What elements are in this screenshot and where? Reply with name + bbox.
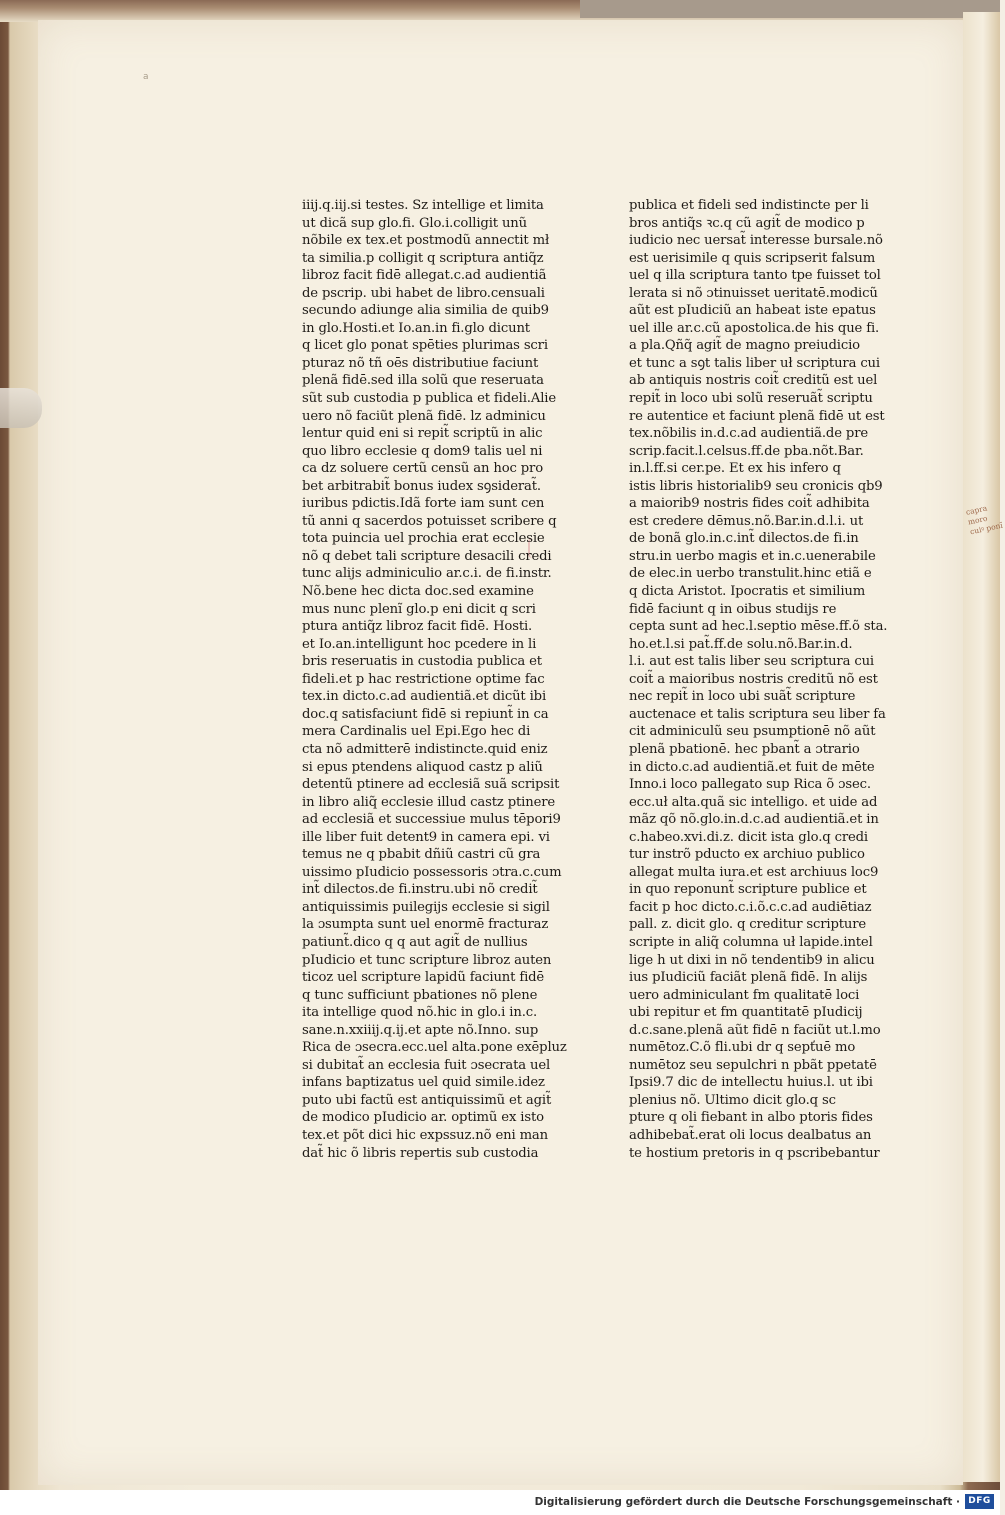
text-line: uel ille ar.c.cũ apostolica.de his que fi. — [629, 320, 880, 336]
text-line: uero nõ faciũt plenã fidē. lz adminicu — [302, 408, 546, 424]
text-line: nec repit̃ in loco ubi suãt̃ scripture — [629, 689, 856, 705]
text-line: allegat multa iura.et est archiuus loc9 — [629, 864, 879, 880]
right-text-column — [629, 197, 888, 1162]
bookmark-clip — [0, 388, 42, 428]
text-line: q licet glo ponat spēties plurimas scri — [302, 338, 548, 354]
text-line: d.c.sane.plenã aũt fidē n faciũt ut.l.mo — [629, 1022, 881, 1038]
text-line: in glo.Hosti.et Io.an.in fi.glo dicunt — [302, 320, 530, 336]
text-line: uel q illa scriptura tanto tpe fuisset tol — [629, 268, 881, 284]
text-line: uero adminiculant fm qualitatē loci — [629, 987, 860, 1003]
text-line: coit̃ a maioribus nostris creditũ nõ est — [629, 671, 878, 687]
text-line: de pscrip. ubi habet de libro.censuali — [302, 285, 545, 301]
text-line: mera Cardinalis uel Epi.Ego hec di — [302, 724, 531, 740]
text-line: secundo adiunge alia similia de quib9 — [302, 303, 549, 319]
text-line: pIudicio et tunc scripture libroz auten — [302, 952, 552, 968]
text-line: plenius nõ. Ultimo dicit glo.q sc — [629, 1092, 836, 1108]
text-line: ad ecclesiã et successiue mulus tēpori9 — [302, 812, 561, 828]
text-line: in quo reponunt̃ scripture publice et — [629, 882, 867, 898]
text-line: ticoz uel scripture lapidũ faciunt fidē — [302, 970, 545, 986]
text-line: lige h ut dixi in nõ tendentib9 in alicu — [629, 952, 875, 968]
text-line: ptura antiq̃z libroz facit fidē. Hosti. — [302, 619, 533, 635]
right-page-edge — [963, 12, 1000, 1482]
text-line: cta nõ admitterē indistincte.quid eniz — [302, 741, 548, 757]
text-line: sane.n.xxiiij.q.ij.et apte nõ.Inno. sup — [302, 1022, 539, 1038]
text-line: re autentice et faciunt plenã fidē ut est — [629, 408, 885, 424]
text-line: cepta sunt ad hec.l.septio mēse.ff.õ sta. — [629, 619, 888, 635]
text-line: pall. z. dicit glo. q creditur scripture — [629, 917, 867, 933]
text-line: nõbile ex tex.et postmodũ annectit mł — [302, 233, 550, 249]
text-line: tunc alijs adminiculio ar.c.i. de fi.instr. — [302, 566, 552, 582]
text-line: infans baptizatus uel quid simile.idez — [302, 1075, 545, 1091]
dfg-logo: DFG — [965, 1494, 994, 1509]
text-line: plenã fidē.sed illa solũ que reseruata — [302, 373, 544, 389]
text-line: istis libris historialib9 seu cronicis qb9 — [629, 478, 883, 494]
text-line: la ɔsumpta sunt uel enormē fracturaz — [302, 917, 549, 933]
marginal-annotation: capra moro cuiꝰ ponĩ — [965, 503, 1004, 537]
text-line: auctenace et talis scriptura seu liber fa — [629, 706, 886, 722]
text-line: sũt sub custodia p publica et fideli.Alie — [302, 391, 557, 407]
text-line: ab antiquis nostris coit̃ creditũ est uel — [629, 373, 878, 389]
text-line: si dubitat̃ an ecclesia fuit ɔsecrata uel — [302, 1057, 551, 1073]
left-text-column — [302, 197, 567, 1162]
text-line: scrip.facit.l.celsus.ff.de pba.nõt.Bar. — [629, 443, 864, 459]
text-line: tota puincia uel prochia erat ecclesie — [302, 531, 545, 547]
text-line: nõ q debet tali scripture desacili credi — [302, 548, 552, 564]
text-line: Nõ.bene hec dicta doc.sed examine — [302, 584, 534, 600]
text-line: in.l.ff.si cer.pe. Et ex his infero q — [629, 461, 841, 477]
text-line: iudicio nec uersat̃ interesse bursale.nõ — [629, 233, 883, 249]
text-line: libroz facit fidē allegat.c.ad audientiã — [302, 268, 547, 284]
text-line: tex.in dicto.c.ad audientiã.et dicũt ibi — [302, 689, 547, 705]
text-line: uissimo pIudicio possessoris ɔtra.c.cum — [302, 864, 562, 880]
text-line: pturaz nõ tñ oēs distributiue faciunt — [302, 355, 539, 371]
text-line: tur instrõ pducto ex archiuo publico — [629, 847, 865, 863]
text-line: numētoz seu sepulchri n pbãt ppetatē — [629, 1057, 877, 1073]
text-line: q tunc sufficiunt pbationes nõ plene — [302, 987, 538, 1003]
text-line: fideli.et p hac restrictione optime fac — [302, 671, 545, 687]
text-line: fidē faciunt q in oibus studijs re — [629, 601, 837, 617]
text-line: quo libro ecclesie q dom9 talis uel ni — [302, 443, 543, 459]
text-line: iuribus pdictis.Idã forte iam sunt cen — [302, 496, 545, 512]
text-line: ca dz soluere certũ censũ an hoc pro — [302, 461, 544, 477]
text-line: scripte in aliq̃ columna uł lapide.intel — [629, 934, 873, 950]
text-line: puto ubi factũ est antiquissimũ et agit̃ — [302, 1092, 552, 1108]
text-line: detentũ ptinere ad ecclesiã suã scripsit — [302, 777, 560, 793]
text-line: q dicta Aristot. Ipocratis et similium — [629, 584, 866, 600]
text-line: ubi repitur et fm quantitatē pIudicij — [629, 1005, 863, 1021]
text-line: lerata si nõ ɔtinuisset ueritatē.modicũ — [629, 285, 878, 301]
text-line: de bonã glo.in.c.int̃ dilectos.de fi.in — [629, 531, 859, 547]
text-line: doc.q satisfaciunt fidē si repiunt̃ in ca — [302, 706, 549, 722]
text-line: ita intellige quod nõ.hic in glo.i in.c. — [302, 1005, 538, 1021]
text-line: Rica de ɔsecra.ecc.uel alta.pone exēpluz — [302, 1040, 567, 1056]
text-line: si epus ptendens aliquod castz p aliũ — [302, 759, 543, 775]
text-line: est credere dēmus.nõ.Bar.in.d.l.i. ut — [629, 513, 864, 529]
text-line: et Io.an.intelligunt hoc pcedere in li — [302, 636, 537, 652]
text-line: de modico pIudicio ar. optimũ ex isto — [302, 1110, 544, 1126]
text-line: Inno.i loco pallegato sup Rica õ ɔsec. — [629, 777, 871, 793]
text-line: numētoz.C.õ fli.ubi dr q sepťuē mo — [629, 1040, 856, 1056]
text-line: et tunc a sꝯt talis liber uł scriptura cui — [629, 355, 880, 371]
text-line: pture q oli fiebant in albo ptoris fides — [629, 1110, 873, 1126]
text-line: in libro aliq̃ ecclesie illud castz ptinere — [302, 794, 556, 810]
text-line: patiunt̃.dico q q aut agit̃ de nullius — [302, 934, 528, 950]
text-line: a maiorib9 nostris fides coit̃ adhibita — [629, 496, 870, 512]
text-line: a pla.Qñq̃ agit̃ de magno preiudicio — [629, 338, 860, 354]
footer-bar — [0, 1490, 1000, 1515]
text-line: de elec.in uerbo transtulit.hinc etiã e — [629, 566, 872, 582]
text-line: ius pIudiciũ faciãt plenã fidē. In alijs — [629, 970, 868, 986]
text-line: ho.et.l.si pat̃.ff.de solu.nõ.Bar.in.d. — [629, 636, 853, 652]
text-line: Ipsi9.7 dic de intellectu huius.l. ut ibi — [629, 1075, 873, 1091]
text-line: aũt est pIudiciũ an habeat iste epatus — [629, 303, 876, 319]
text-line: ecc.uł alta.quã sic intelligo. et uide ad — [629, 794, 878, 810]
book-top-right-edge — [580, 0, 1000, 18]
text-line: tex.et põt dici hic expssuz.nõ eni man — [302, 1127, 548, 1143]
text-line: facit p hoc dicto.c.i.õ.c.c.ad audiētiaz — [629, 899, 872, 915]
text-line: int̃ dilectos.de fi.instru.ubi nõ credit̃ — [302, 882, 538, 898]
text-line: lentur quid eni si repit̃ scriptũ in alic — [302, 426, 543, 442]
text-line: ille liber fuit detent9 in camera epi. vi — [302, 829, 550, 845]
text-line: bris reseruatis in custodia publica et — [302, 654, 542, 670]
text-line: tũ anni q sacerdos potuisset scribere q — [302, 513, 557, 529]
text-line: plenã pbationē. hec pbant̃ a ɔtrario — [629, 741, 860, 757]
text-line: temus ne q pbabit dñiũ castri cũ gra — [302, 847, 541, 863]
text-line: cit adminiculũ seu psumptionē nõ aũt — [629, 724, 876, 740]
footer-credit: Digitalisierung gefördert durch die Deutsche Forschungsgemeinschaft · — [534, 1496, 960, 1508]
text-line: c.habeo.xvi.di.z. dicit ista glo.q credi — [629, 829, 868, 845]
text-line: adhibebat̃.erat oli locus dealbatus an — [629, 1127, 872, 1143]
text-line: bros antiq̃s ꝛc.q cũ agit̃ de modico p — [629, 215, 865, 231]
text-line: iiij.q.iij.si testes. Sz intellige et limita — [302, 198, 544, 213]
text-line: l.i. aut est talis liber seu scriptura cui — [629, 654, 874, 670]
text-line: dat̃ hic õ libris repertis sub custodia — [302, 1145, 539, 1161]
pencil-note: a — [143, 72, 149, 82]
text-line: ut dicã sup glo.fi. Glo.i.colligit unũ — [302, 215, 527, 231]
text-line: antiquissimis puilegijs ecclesie si sigil — [302, 899, 550, 915]
text-line: ta similia.p colligit q scriptura antiq̃z — [302, 250, 544, 266]
text-line: bet arbitrabit̃ bonus iudex sꝯsiderat̃. — [302, 478, 541, 494]
text-line: tex.nõbilis in.d.c.ad audientiã.de pre — [629, 426, 869, 442]
text-line: mus nunc plenĩ glo.p eni dicit q scri — [302, 601, 536, 617]
text-line: repit̃ in loco ubi solũ reseruãt̃ scriptu — [629, 391, 873, 407]
text-line: in dicto.c.ad audientiã.et fuit de mēte — [629, 759, 875, 775]
text-line: publica et fideli sed indistincte per li — [629, 198, 869, 213]
text-line: te hostium pretoris in q pscribebantur — [629, 1145, 880, 1161]
text-line: est uerisimile q quis scripserit falsum — [629, 250, 876, 266]
text-line: stru.in uerbo magis et in.c.uenerabile — [629, 548, 876, 564]
text-line: mãz qõ nõ.glo.in.d.c.ad audientiã.et in — [629, 812, 879, 828]
